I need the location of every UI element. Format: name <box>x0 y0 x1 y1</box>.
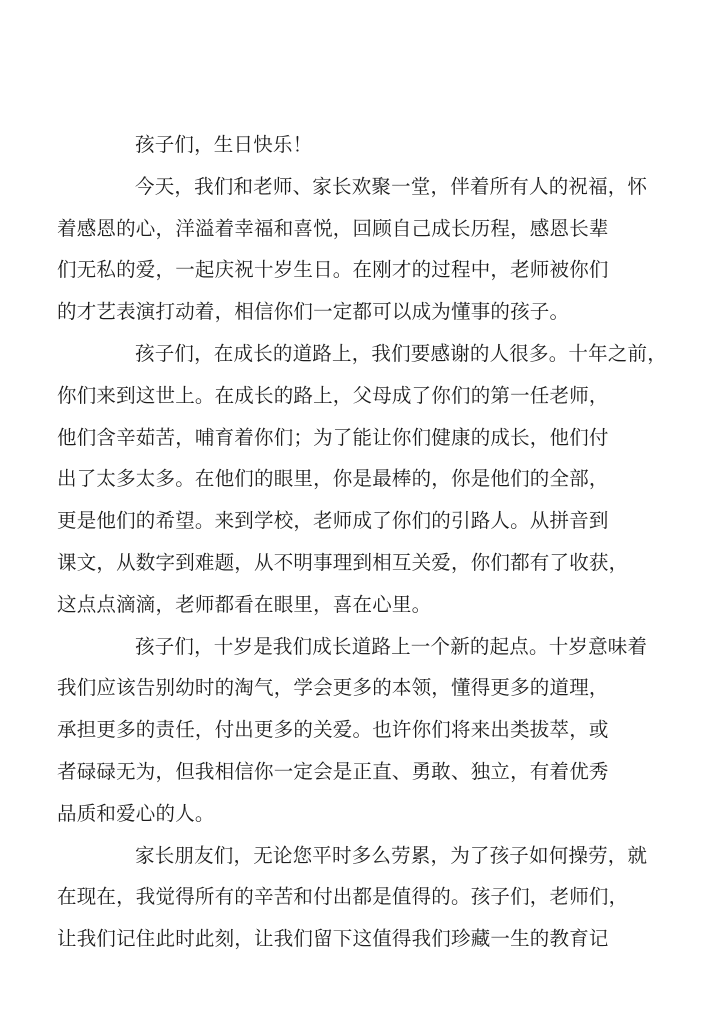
text-line: 们无私的爱，一起庆祝十岁生日。在刚才的过程中，老师被你们 <box>57 258 609 282</box>
text-line: 你们来到这世上。在成长的路上，父母成了你们的第一任老师， <box>57 383 609 407</box>
text-line: 承担更多的责任，付出更多的关爱。也许你们将来出类拔萃，或 <box>57 718 609 742</box>
text-line: 出了太多太多。在他们的眼里，你是最棒的，你是他们的全部， <box>57 467 609 491</box>
text-line: 课文，从数字到难题，从不明事理到相互关爱，你们都有了收获， <box>57 550 629 574</box>
text-line: 家长朋友们，无论您平时多么劳累，为了孩子如何操劳，就 <box>135 843 648 867</box>
document-body <box>57 124 667 960</box>
text-line: 孩子们，十岁是我们成长道路上一个新的起点。十岁意味着 <box>135 634 648 658</box>
paragraph-ten-years <box>57 626 648 835</box>
text-line: 的才艺表演打动着，相信你们一定都可以成为懂事的孩子。 <box>57 300 570 324</box>
text-line: 孩子们，在成长的道路上，我们要感谢的人很多。十年之前， <box>135 341 667 365</box>
text-line: 在现在，我觉得所有的辛苦和付出都是值得的。孩子们，老师们， <box>57 885 629 909</box>
text-line: 者碌碌无为，但我相信你一定会是正直、勇敢、独立，有着优秀 <box>57 759 609 783</box>
text-line: 品质和爱心的人。 <box>57 801 215 825</box>
text-line: 孩子们，生日快乐！ <box>135 133 313 156</box>
paragraph-gratitude <box>57 333 667 626</box>
text-line: 这点点滴滴，老师都看在眼里，喜在心里。 <box>57 592 432 616</box>
paragraph-parents <box>57 835 648 960</box>
text-line: 着感恩的心，洋溢着幸福和喜悦，回顾自己成长历程，感恩长辈 <box>57 216 609 240</box>
text-line: 今天，我们和老师、家长欢聚一堂，伴着所有人的祝福，怀 <box>135 174 648 198</box>
text-line: 让我们记住此时此刻，让我们留下这值得我们珍藏一生的教育记 <box>57 927 609 951</box>
text-line: 我们应该告别幼时的淘气，学会更多的本领，懂得更多的道理， <box>57 676 609 700</box>
text-line: 更是他们的希望。来到学校，老师成了你们的引路人。从拼音到 <box>57 509 609 533</box>
text-line: 他们含辛茹苦，哺育着你们；为了能让你们健康的成长，他们付 <box>57 425 609 449</box>
paragraph-today <box>57 166 648 333</box>
paragraph-greeting <box>96 124 636 166</box>
